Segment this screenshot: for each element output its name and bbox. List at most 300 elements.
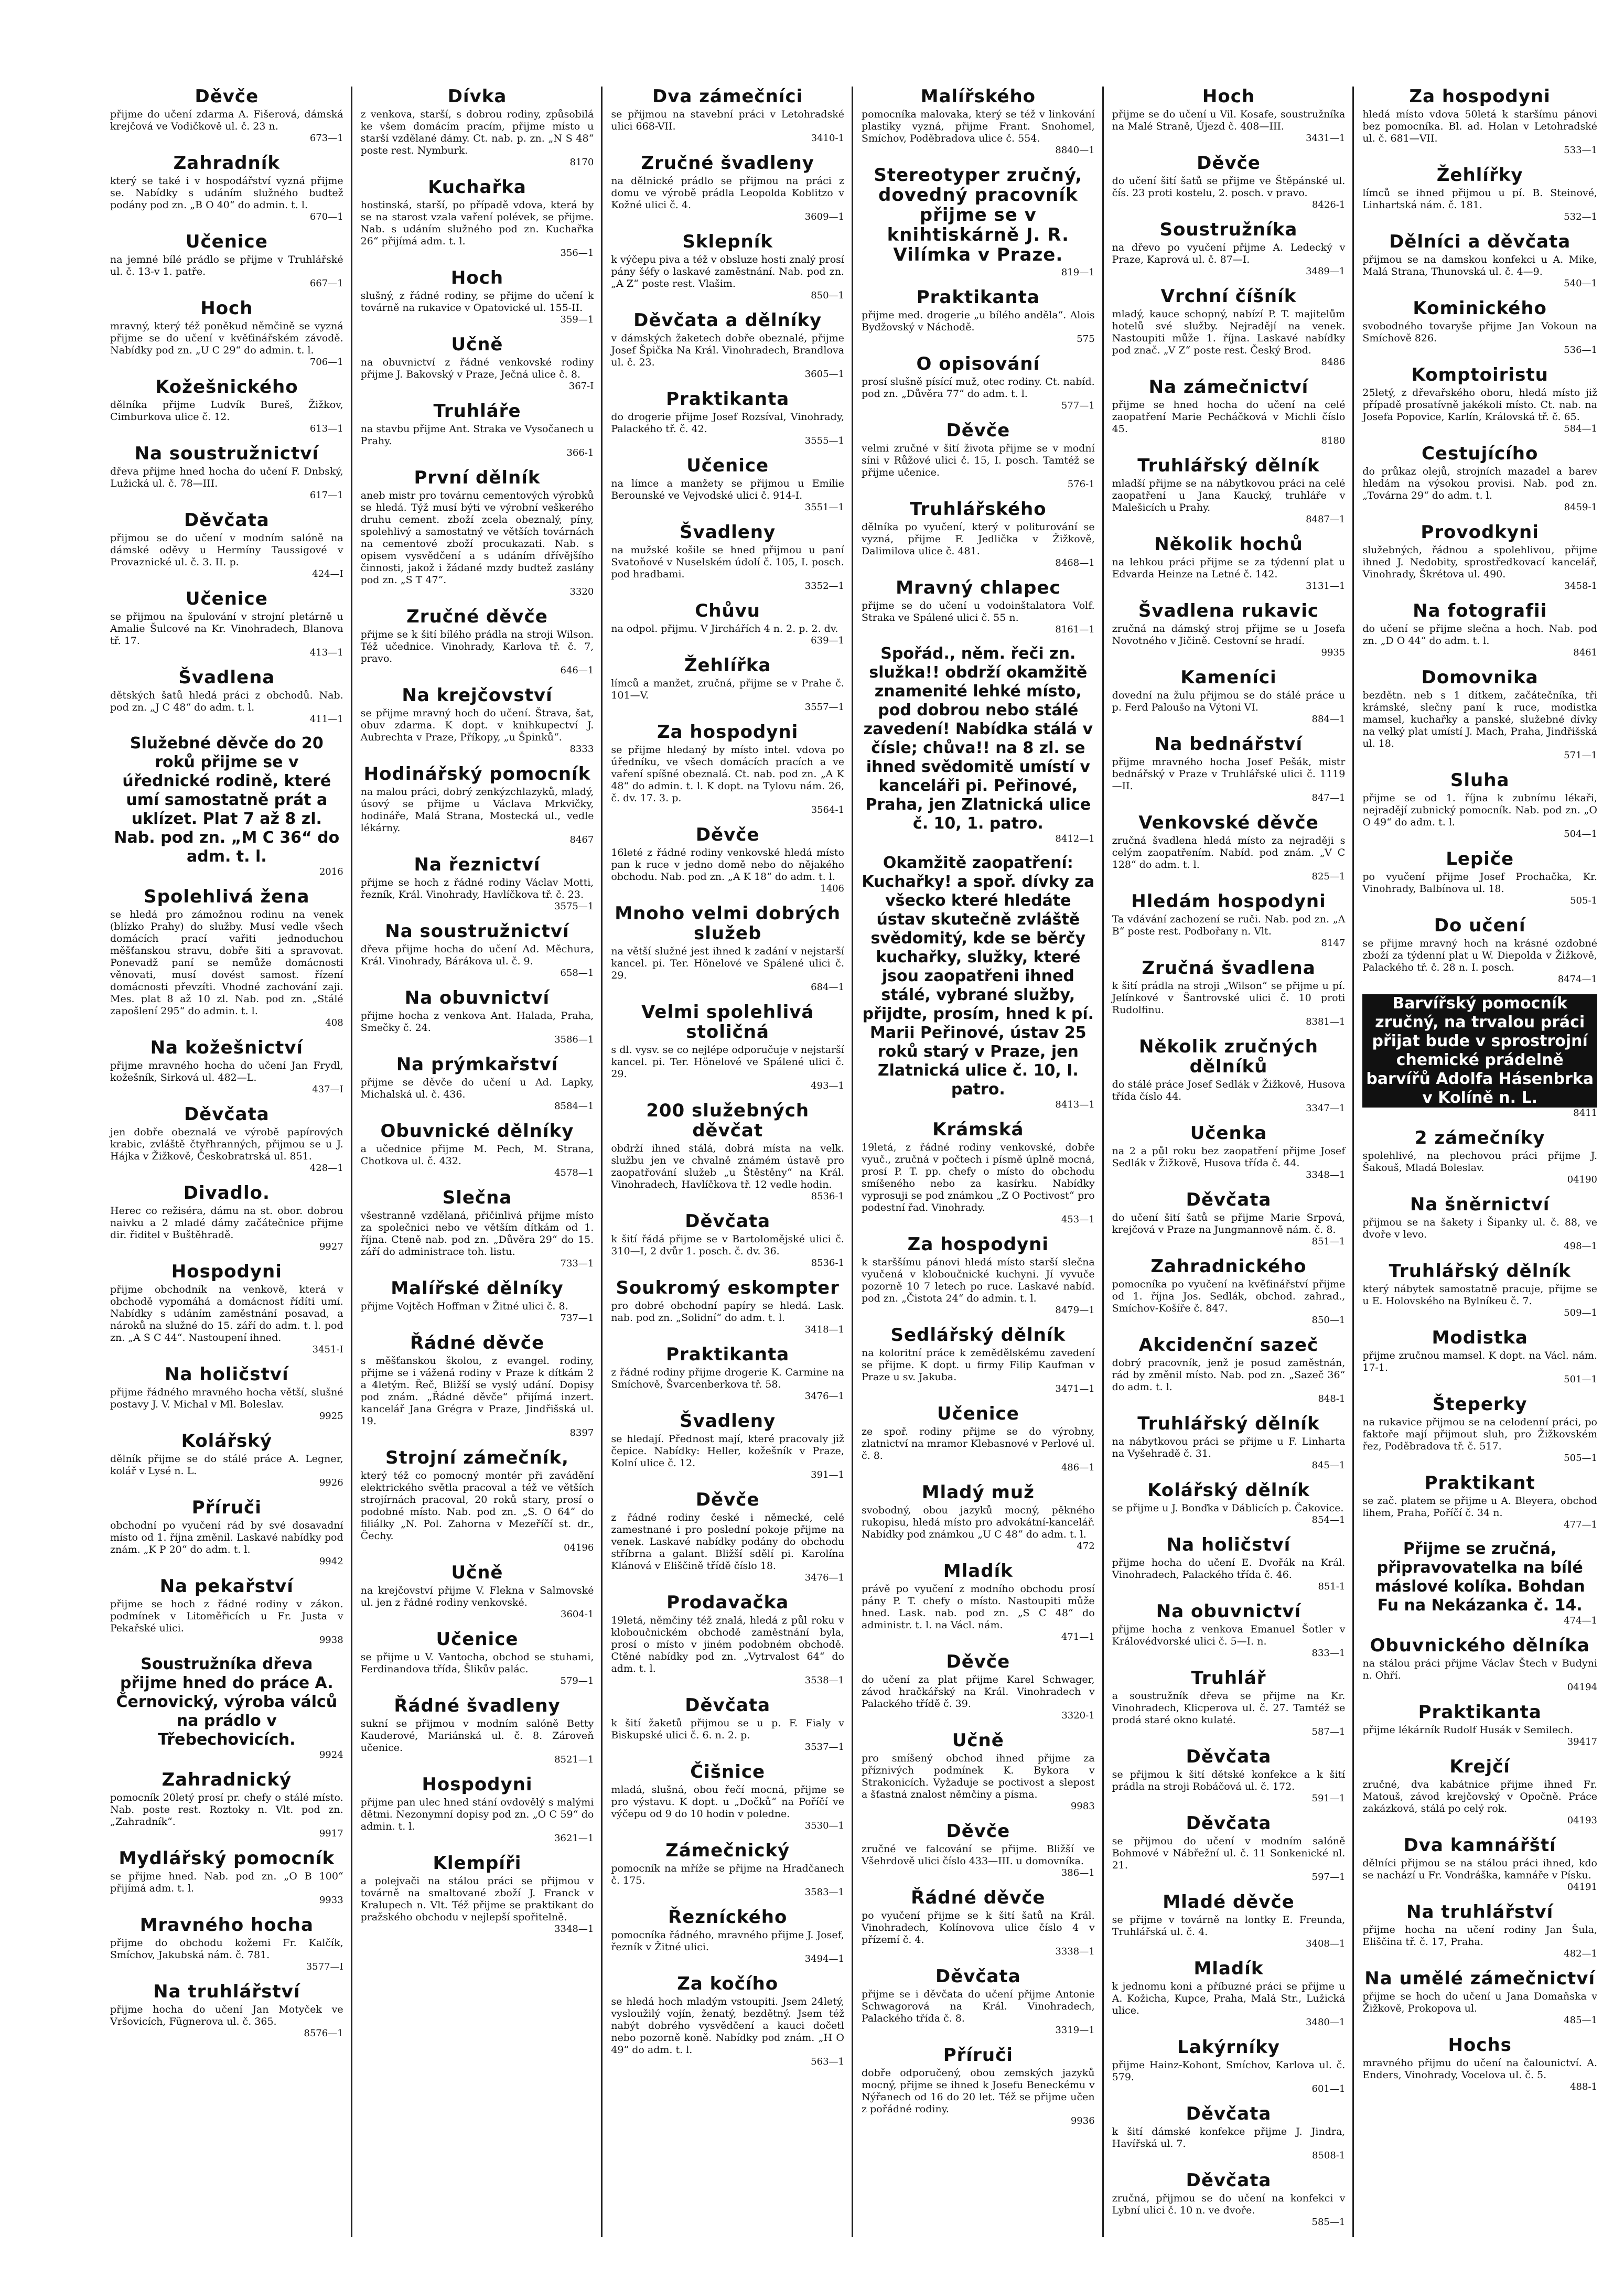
ad-text: k výčepu piva a též v obsluze hosti znalý prosí pány šéfy o laskavé zaměstnání. Nab. pod zn. „A Z“ poste rest. Vlašim. [611,254,844,289]
ad-title: Zahradnický [162,1769,292,1790]
ad-text: zručné ve falcování se přijme. Bližší ve Všehrdově ulici číslo 433—III. u domovníka. [861,1843,1095,1867]
classified-ad [611,87,844,144]
ad-text: přijme hocha z venkova Ant. Halada, Praha, Smečky č. 24. [360,1010,594,1034]
ad-title: Učenice [185,588,268,609]
ad-title: Učenka [1190,1123,1267,1144]
classified-ad [1362,1195,1597,1252]
ad-reference: 408 [325,1017,343,1028]
classified-ad [361,685,594,755]
ad-reference: 9938 [319,1635,343,1646]
ad-reference: 825—1 [1311,871,1346,882]
classified-ad [862,2045,1095,2126]
ad-title: Řádné švadleny [394,1695,561,1716]
classified-ad [110,1498,343,1567]
ad-title: Šteperky [1432,1394,1528,1415]
classified-ad [611,722,844,815]
ad-reference: 3319—1 [1055,2025,1095,2036]
classified-ad [1112,286,1346,368]
ad-text: hledá místo vdova 50letá k staršímu pánovi bez pomocníka. Bl. ad. Holan v Letohradské ul. č. 681—VII. [1362,109,1597,144]
ad-title: Na bednářství [1154,734,1303,755]
ad-title: Děvčata [184,510,270,531]
ad-title: Za hospodyni [1409,86,1551,107]
ad-title: Truhlářský dělník [1389,1261,1571,1282]
ad-title: Na zámečnictví [1148,377,1309,397]
classified-ad [611,904,844,993]
ad-reference: 8467 [569,834,594,845]
ad-title: Mladík [1193,1958,1264,1979]
ad-reference: 3408—1 [1306,1938,1346,1949]
classified-ad [110,1038,343,1095]
classified-ad [361,855,594,912]
classified-ad [611,1490,844,1583]
ad-title: Domovnika [1421,667,1539,688]
ad-title: Na pekařství [159,1576,294,1597]
classified-ad [110,444,343,501]
ad-text: zručná, přijmou se do učení na konfekci v Lybní ulici č. 10 n. ve dvoře. [1112,2193,1346,2216]
ad-text: se hledá pro zámožnou rodinu na venek (blízko Prahy) do služby. Musí vedle všech domácích prací vařiti jednoduchou měšťanskou stravu, dobře šiti a spravovat. Ponevadž paní se nemůže domácnosti věnovati, musí dovést samost. řízení domácnosti převzíti. Vhodné zachování zaji. Mes. plat 8 až 10 zl. Nab. pod zn. „Stálé zapošlení 295“ do admin. t. l. [110,909,343,1017]
ad-text: se přijmou na stavební práci v Letohradské ulici 668-VII. [611,109,844,132]
classified-ad [862,1482,1095,1552]
classified-ad [611,153,844,222]
ad-title: Kominického [1413,298,1547,319]
classified-ad [862,854,1095,1110]
classified-ad [862,578,1095,635]
ad-column [1107,87,1354,2237]
ad-reference: 585—1 [1311,2217,1346,2228]
ad-text: k jednomu koni a příbuzné práci se přijme u A. Kožicha, Kupce, Praha, Malá Str., Lužická ulice. [1112,1981,1346,2016]
ad-reference: 428—1 [309,1163,343,1174]
classified-ad [862,1404,1095,1473]
classified-ad [361,177,594,259]
ad-text: přijme se od 1. října k zubnímu lékaři, nejradějí zubnický pomocník. Nab. pod zn. „O O 49“ do adm. t. l. [1362,792,1597,828]
ad-text: přijme hocha do učení E. Dvořák na Král. Vinohradech, Palackého třída č. 46. [1112,1557,1346,1581]
ad-title: Zručná švadlena [1142,958,1316,979]
classified-ad [862,1966,1095,2036]
ad-title: Modistka [1432,1327,1528,1348]
ad-reference: 847—1 [1311,792,1346,803]
classified-ad [361,87,594,168]
ad-reference: 8161—1 [1055,624,1095,635]
ad-text: přijmou se do učení v modním salóně na dámské oděvy u Hermíny Taussigové v Provaznické ul. č. 3. II. p. [110,532,343,568]
ad-text: na stavbu přijme Ant. Straka ve Vysočanech u Prahy. [360,423,594,447]
ad-reference: 411—1 [309,714,343,725]
classified-ad [1362,1636,1597,1693]
classified-ad [361,1775,594,1844]
classified-ad [1112,1335,1346,1404]
classified-ad [361,921,594,979]
classified-ad [611,389,844,446]
ad-title: Děvčata [1186,1813,1272,1834]
ad-reference: 851-1 [1318,1581,1346,1592]
ad-reference: 575 [1077,334,1095,345]
classified-ad [361,468,594,597]
ad-title: Hochs [1448,2035,1512,2056]
ad-reference: 9924 [319,1749,343,1760]
ad-text: svobodný, obou jazyků mocný, pěkného rukopisu, hledá místo pro advokátní-kancelář. Nabídky pod známkou „U C 48“ do adm. t. l. [861,1504,1095,1540]
ad-text: k starššímu pánovi hledá místo starší slečna vyučená v kloboučnické kuchyni. Jí vyvuče pozorně 10 7 letech po ruce. Laskavé nabíd. pod zn. „Čistota 24“ do admin. t. l. [861,1256,1095,1304]
ad-title: Truhláře [433,401,521,422]
classified-ad [1362,601,1597,658]
ad-title: Dělníci a děvčata [1389,231,1571,252]
ad-text: a polejvači na stálou práci se přijmou v továrně na smaltované zboží J. Franck v Kralupech n. Vlt. Též přijme se praktikant do pražského obchodu v nejlepší spořitelně. [360,1875,594,1923]
classified-ad [110,1915,343,1972]
ad-text: všestranně vzdělaná, přičinlivá přijme místo za společnici nebo ve větším dítkám od 1. října. Cteně nab. pod zn. „Důvěra 29“ do 15. září do administrace toh. listu. [360,1210,594,1258]
ad-title: Mladý muž [921,1482,1035,1503]
ad-title: Praktikanta [1418,1702,1542,1723]
ad-text: přijmou se na šakety i Šipanky ul. č. 88, ve dvoře v levo. [1362,1217,1597,1240]
ad-title: Hospodyni [171,1261,282,1282]
classified-ad [1112,2104,1346,2161]
ad-title: Švadleny [680,522,776,543]
ad-text: s měšťanskou školou, z evangel. rodiny, přijme se i vážená rodiny v Praze k dítkám 2 a 4letým. Řeč, Bližší se vyslý udání. Dopisy pod znám. „Řádné děvče“ přijímá inzert. kancelář Jana Grégra v Praze, Jindřišská ul. 19. [360,1355,594,1427]
ad-text: se přijme hledaný by místo intel. vdova po úředníku, ve všech domácích pracích a ve vaření spíšné obeznalá. Ct. nab. pod zn. „A K 48“ do admin. t. l. K dopt. na Tylovu nám. 26, č. dv. 17. 3. p. [611,744,844,804]
classified-ad [361,1055,594,1112]
ad-reference: 3575—1 [554,901,594,912]
classified-ad [110,734,343,877]
ad-text: přijme se hoch do učení u Jana Domaňska v Žižkově, Prokopova ul. [1362,1991,1597,2014]
classified-ad [1112,1535,1346,1592]
ad-reference: 3557—1 [804,702,844,713]
ad-text: 19letá, z řádné rodiny venkovské, dobře vyuč., zručná v počtech i písmě úplně mocná, prosí P. T. pp. chefy o místo do obchodu smíšeného nebo za kasírku. Nabídky vyprosuji se pod známkou „Z O Poctivost“ pro podestní řad. Vinohrady. [861,1142,1095,1213]
ad-title: Lepiče [1446,848,1514,869]
classified-ad [611,655,844,713]
ad-text: se hledá hoch mladým vstoupiti. Jsem 24letý, vysloužilý vojín, ženatý, bezdětný. Jsem též nabýt dobrého vysvědčení a kauci dočetl nebo pozorně koně. Nabídky pod znám. „H O 49“ do adm. t. l. [611,1996,844,2056]
ad-reference: 601—1 [1311,2083,1346,2094]
ad-reference: 04194 [1567,1682,1597,1693]
classified-ad [862,1821,1095,1878]
ad-text: přijme hocha na učení rodiny Jan Šula, Eliščina tř. č. 17, Praha. [1362,1924,1597,1948]
ad-text: zručná švadlena hledá místo za nejraději s celým zaopatřením. Nabíd. pod znám. „V C 128“ do adm. t. l. [1112,835,1346,871]
classified-ad [110,1576,343,1646]
ad-title: Několik zručných dělníků [1139,1036,1318,1077]
ad-text: na límce a manžety se přijmou u Emilie Berounské ve Vejvodské ulici č. 914-I. [611,478,844,501]
classified-ad [1362,444,1597,513]
ad-text: na dělnické prádlo se přijmou na práci z domu ve výrobě prádla Leopolda Koblitzo v Kožné ulici č. 4. [611,175,844,211]
classified-ad [1112,1256,1346,1326]
ad-reference: 579—1 [560,1675,594,1686]
ad-title: Krámská [932,1119,1024,1140]
ad-title: Zahradnického [1150,1256,1307,1277]
ad-title: Příruči [943,2045,1013,2066]
ad-text: v dámských žaketech dobře obeznalé, přijme Josef Špička Na Král. Vinohradech, Brandlova ul. č. 23. [611,332,844,368]
classified-ad [862,644,1095,844]
ad-title: Dívka [447,86,507,107]
classified-ad [1362,1473,1597,1530]
ad-column [356,87,603,2237]
ad-title: Děvče [195,86,259,107]
ad-reference: 646—1 [560,665,594,676]
ad-text: prosí slušně písící muž, otec rodiny. Ct. nabíd. pod zn. „Důvěra 77“ do adm. t. l. [861,376,1095,400]
classified-ad [862,1652,1095,1721]
ad-title: Žehlířky [1436,165,1523,186]
classified-ad [611,1593,844,1686]
ad-title: Krejčí [1449,1756,1510,1777]
ad-reference: 613—1 [309,423,343,434]
ad-reference: 8521—1 [554,1754,594,1765]
ad-reference: 8147 [1321,938,1346,949]
classified-ad [361,988,594,1045]
ad-text: aneb mistr pro továrnu cementových výrobků se hledá. Týž musí býti ve výrobní veškerého druhu cement. zboží zcela obeznalý, píny, spolehlivý a samostatný ve větších továrnách na cementové zboží procukazati. Nab. s opisem vysvědčení a s udáním dřívějšího činnosti, jakož i žádané mzdy budtež zaslány pod zn. „S T 47“. [360,490,594,586]
classified-ad [862,165,1095,278]
classified-ad [862,499,1095,568]
ad-text: Služebné děvče do 20 roků přijme se v úřednické rodině, které umí samostatně prát a uklízet. Plat 7 až 8 zl. Nab. pod zn. „M C 36“ do adm. t. l. [114,734,340,866]
classified-ad [1362,232,1597,289]
ad-reference: 3604-1 [560,1609,594,1620]
ad-title: Lakýrníky [1177,2037,1280,2058]
ad-title: Děvčata [1186,2103,1272,2124]
ad-title: Truhlářský dělník [1137,1413,1320,1434]
ad-text: z venkova, starší, s dobrou rodiny, způsobilá ke všem domácím pracím, přijme místo u starší vzdělané dámy. Ct. nab. p. zn. „N S 48“ poste rest. Nymburk. [360,109,594,156]
classified-ad [611,1101,844,1202]
ad-reference: 3555—1 [804,435,844,446]
ad-reference: 453—1 [1061,1214,1095,1225]
ad-text: spolehlivé, na plechovou práci přijme J. Šakouš, Mladá Boleslav. [1362,1150,1597,1174]
ad-title: Prodavačka [666,1592,789,1613]
ad-reference: 3352—1 [804,581,844,592]
classified-ad [1112,1480,1346,1525]
ad-text: bezdětn. neb s 1 dítkem, začátečníka, tři krámské, slečny paní k ruce, modistka mamsel, kuchařky a panské, služebné dívky na velký plat umístí J. Mach, Praha, Jindřišská ul. 18. [1362,690,1597,749]
ad-reference: 540—1 [1564,278,1597,289]
ad-reference: 3489—1 [1306,266,1346,277]
ad-text: z řádné rodiny přijme drogerie K. Carmine na Smíchově, Švarcenberkova tř. 58. [611,1367,844,1390]
classified-ad [110,153,343,222]
ad-title: Příruči [191,1497,262,1518]
ad-reference: 737—1 [560,1313,594,1324]
ad-title: Obuvnické dělníky [380,1121,574,1142]
ad-title: Kožešnického [155,377,298,397]
ad-reference: 587—1 [1311,1726,1346,1737]
ad-reference: 3605—1 [804,369,844,380]
ad-reference: 9926 [319,1477,343,1488]
ad-reference: 04196 [564,1542,594,1553]
ad-text: Okamžitě zaopatření: Kuchařky! a spoř. dívky za všecko které hledáte ústav skutečně zvláště svědomitý, kde se běrčy kuchařky, služky, které jsou zaopatřeni ihned stálé, vybrané služby, přijdte, prosím, hned k pí. Marii Peřinové, ústav 25 roků starý v Praze, jen Zlatnická ulice č. 10, I. patro. [862,854,1095,1099]
ad-title: Akcidenční sazeč [1138,1335,1319,1356]
ad-text: se přijmou k šití dětské konfekce a k šití prádla na stroji Robáčová ul. č. 172. [1112,1769,1346,1792]
ad-text: dřeva přijme hocha do učení Ad. Měchura, Král. Vinohrady, Bárákova ul. č. 9. [360,943,594,967]
classified-ad [611,1762,844,1831]
ad-reference: 3476—1 [804,1572,844,1583]
ad-reference: 474—1 [1564,1615,1597,1626]
ad-text: přijme řádného mravného hocha větší, slušné postavy J. V. Michal v Ml. Boleslav. [110,1387,343,1410]
ad-text: slušný, z řádné rodiny, se přijme do učení k továrně na rukavice v Opatovické ul. 155-II. [360,290,594,314]
classified-ad [611,310,844,380]
ad-reference: 658—1 [560,968,594,979]
ad-text: Barvířský pomocník zručný, na trvalou práci přijat bude v sprostrojní chemické prádelně barvířů Adolfa Hásenbrka v Kolíně n. L. [1362,994,1597,1108]
ad-title: Zručné švadleny [641,153,814,174]
classified-ad [611,456,844,513]
ad-title: Na řeznictví [414,854,541,875]
ad-title: Na holičství [1166,1534,1291,1555]
ad-text: se přijme mravný hoch na krásné ozdobné zboží za týdenní plat u W. Diepolda v Žižkově, Palackého tř. č. 28 n. I. posch. [1362,938,1597,973]
ad-title: Děvčata [184,1104,270,1125]
ad-reference: 8333 [569,744,594,755]
ad-reference: 8508-1 [1311,2150,1346,2161]
ad-text: přijme hocha z venkova Emanuel Šotler v Královédvorské ulici č. 5—I. n. [1112,1624,1346,1647]
ad-text: se hledají. Přednost mají, které pracovaly již čepice. Nabídky: Heller, kožešník v Praze, Kolní ulice č. 12. [611,1433,844,1469]
ad-title: Na kožešnictví [150,1037,304,1058]
ad-text: na jemné bílé prádlo se přijme v Truhlářské ul. č. 13-v 1. patře. [110,254,343,277]
ad-title: Sklepník [682,231,773,252]
ad-text: přijme zručnou mamsel. K dopt. na Václ. nám. 17-1. [1362,1350,1597,1373]
ad-text: přijme se do učení u vodoinštalatora Volf. Straka ve Spálené ulici č. 55 n. [861,600,1095,624]
ad-text: na dřevo po vyučení přijme A. Ledecký v Praze, Kaprová ul. č. 87—I. [1112,242,1346,265]
ad-text: do učení šití šatů se přijme Marie Srpová, krejčová v Praze na Jungmannově nám. č. 8. [1112,1212,1346,1235]
ad-text: dětských šatů hledá práci z obchodů. Nab. pod zn. „J C 48“ do adm. t. l. [110,690,343,713]
ad-text: Soustružníka dřeva přijme hned do práce A. Černovický, výroba válců na prádlo v Třebechovicích. [116,1655,338,1749]
ad-reference: 3494—1 [804,1953,844,1964]
classified-ad [611,1411,844,1480]
ad-text: sukní se přijmou v modním salóně Betty Kauderové, Mariánská ul. č. 8. Zároveň učenice. [360,1718,594,1754]
ad-title: Několik hochů [1154,534,1303,555]
ad-reference: 532—1 [1564,211,1597,222]
ad-reference: 3586—1 [554,1034,594,1045]
ad-text: přijme med. drogerie „u bílého anděla“. Alois Bydžovský v Náchodě. [861,309,1095,333]
ad-title: Sluha [1450,770,1510,791]
ad-reference: 424—I [312,568,343,579]
ad-reference: 8584—1 [554,1101,594,1112]
classified-ad [1112,87,1346,144]
classified-ad [1362,1702,1597,1747]
ad-text: přijme obchodník na venkově, která v obchodě vypomáhá a domácnost řídíti umí. Nabídky s udáním zaměstnání posavad, a nároků na služné do 15. září do adm. t. l. pod zn. „A S C 44“. Nastoupení ihned. [110,1284,343,1344]
ad-text: zručné, dva kabátnice přijme ihned Fr. Matouš, závod krejčovský v Opočně. Práce zakázková, stálá po celý rok. [1362,1779,1597,1814]
classified-ad [361,1853,594,1935]
classified-ad [862,421,1095,490]
ad-reference: 498—1 [1564,1241,1597,1252]
ad-reference: 3451-I [312,1344,343,1355]
ad-title: Chůvu [695,600,761,621]
ad-text: na koloritní práce k zemědělskému zavedení se přijme. K dopt. u firmy Filip Kaufman v Praze u sv. Jakuba. [861,1347,1095,1383]
classified-ad [1112,1668,1346,1737]
ad-reference: 391—1 [811,1469,844,1480]
ad-reference: 670—1 [309,211,343,222]
ad-title: Na krejčovství [402,685,553,706]
ad-title: 200 služebných děvčat [646,1100,810,1141]
classified-ad [1362,1394,1597,1464]
ad-title: Malířské dělníky [391,1278,564,1299]
ad-reference: 8479—1 [1055,1305,1095,1316]
ad-text: zručná na dámský stroj přijme se u Josefa Novotného v Jičině. Cestovní se hradí. [1112,623,1346,647]
ad-title: Praktikanta [916,287,1040,308]
ad-text: se přijmou do učení v modním salóně Bohmové v Nábřežní ul. č. 11 Sonkenické nl. 21. [1112,1835,1346,1871]
ad-title: Na šněrnictví [1410,1194,1550,1215]
ad-title: Praktikanta [666,389,790,410]
ad-text: mladší přijme se na nábytkovou práci na celé zaopatření u Jana Kaucký, truhláře v Malešicích u Prahy. [1112,478,1346,513]
ad-reference: 413—1 [309,647,343,658]
classified-ad [1112,1414,1346,1471]
ad-reference: 04190 [1567,1174,1597,1185]
ad-text: se zač. platem se přijme u A. Bleyera, obchod lihem, Praha, Poříčí č. 34 n. [1362,1495,1597,1519]
ad-reference: 591—1 [1311,1793,1346,1804]
classified-ad [1362,849,1597,906]
ad-text: límců a manžet, zručná, přijme se v Prahe č. 101—V. [611,678,844,701]
classified-ad [1362,522,1597,592]
ad-text: na obuvnictví z řádné venkovské rodiny přijme J. Bakovský v Praze, Ječná ulice č. 8. [360,357,594,380]
ad-text: se přijmou na špulování v strojní pletárně u Amalie Šulcové na Kr. Vinohradech, Blanova tř. 17. [110,611,343,647]
ad-text: s dl. vysv. se co nejlépe odporučuje v nejstarší kancel. pi. Ter. Hönelové ve Spálené ulici č. 29. [611,1044,844,1080]
ad-text: do učení se přijme slečna a hoch. Nab. pod zn. „D O 44“ do adm. t. l. [1362,623,1597,647]
ad-reference: 9917 [319,1828,343,1839]
classified-ad [611,1002,844,1091]
classified-ad [611,522,844,592]
ad-reference: 8486 [1321,357,1346,368]
ad-text: přijmou se na damskou konfekci u A. Mike, Malá Strana, Thunovská ul. č. 4—9. [1362,254,1597,277]
ad-title: Učenice [937,1403,1019,1424]
ad-text: svobodného tovaryše přijme Jan Vokoun na Smíchově 826. [1362,320,1597,344]
ad-reference: 8381—1 [1306,1016,1346,1027]
ad-text: velmi zručné v šití života přijme se v modní síni v Růžové ulici č. 15, I. posch. Tamtéž se přijme učenice. [861,443,1095,478]
ad-column [606,87,853,2237]
ad-title: Děvčata [1186,1746,1272,1767]
classified-ad [1112,220,1346,277]
ad-reference: 4578—1 [554,1167,594,1178]
ad-title: Na truhlářství [153,1981,300,2002]
ad-text: na lehkou práci přijme se za týdenní plat u Edvarda Heinze na Letné č. 142. [1112,556,1346,580]
ad-text: přijme Vojtěch Hoffman v Žitné ulici č. 8. [360,1301,568,1312]
classified-ad [1112,601,1346,658]
ad-reference: 485—1 [1564,2015,1597,2026]
classified-ad [1112,1813,1346,1883]
ad-title: Čišnice [690,1761,766,1782]
ad-text: pomocníka malovaka, který se též v linkování plastiky vyzná, přijme Frant. Snohomel, Smíchov, Poděbradova ulice č. 554. [861,109,1095,144]
ad-reference: 884—1 [1311,714,1346,725]
ad-reference: 471—1 [1061,1631,1095,1642]
ad-reference: 9925 [319,1411,343,1422]
classified-ad [1112,1123,1346,1180]
ad-title: Učenice [185,231,268,252]
classified-ad [1112,734,1346,803]
ad-reference: 1406 [820,883,844,894]
ad-column [1357,87,1605,2237]
ad-title: Zručné děvče [406,606,548,627]
ad-reference: 386—1 [1061,1867,1095,1878]
ad-title: Za hospodyni [907,1234,1049,1255]
ad-title: Dva zámečníci [652,86,803,107]
ad-title: Na obuvnictví [404,987,550,1008]
classified-ad [361,1278,594,1324]
ad-text: přijme hocha do učení Jan Motyček ve Vršovicích, Fügnerova ul. č. 365. [110,2004,343,2027]
classified-ad [862,1888,1095,1957]
ad-column [105,87,352,2237]
ad-reference: 571—1 [1564,750,1597,761]
classified-ad [862,1561,1095,1642]
ad-title: Na obuvnictví [1156,1601,1302,1622]
ad-title: Kameníci [1180,667,1277,688]
ad-title: Řádné děvče [911,1887,1046,1908]
ad-reference: 8468—1 [1055,557,1095,568]
classified-ad [1112,891,1346,949]
ad-reference: 850—1 [1311,1315,1346,1326]
ad-text: přijme se do učení u Vil. Kosafe, soustružníka na Malé Straně, Újezd č. 408—III. [1112,109,1346,132]
ad-text: Herec co režiséra, dámu na st. obor. dobrou naivku a 2 mladé dámy začátečnice přijme dir. řiditel v Buštěhradě. [110,1205,343,1241]
classified-ad [1112,1747,1346,1804]
ad-text: mladá, slušná, obou řečí mocná, přijme se pro výstavu. K dopt. u „Dočků“ na Poříčí ve výčepu od 9 do 10 hodin v poledne. [611,1784,844,1820]
ad-title: Děvčata [1186,2170,1272,2191]
classified-ad [1362,1261,1597,1318]
ad-text: jen dobře obeznalá ve výrobě papírových krabic, zvláště čtyřhranných, přijmou se u J. Hájka v Žižkově, Českobratrská ul. 851. [110,1126,343,1162]
ad-text: do učení za plat přijme Karel Schwager, závod hračkářský na Král. Vinohradech v Palackého třídě č. 39. [861,1674,1095,1710]
ad-text: přijme mravného hocha Josef Pešák, mistr bednářský v Praze v Truhlářské ulici č. 1119—II. [1112,756,1346,792]
classified-ad [1362,2035,1597,2092]
ad-title: Hoch [450,267,504,288]
ad-text: který též co pomocný montér při zavádění elektrického světla pracoval a též ve větších strojírnách pracoval, 20 roků stary, prosí o podobné místo. Nab. pod zn. „S. O 64“ do filiálky „N. Pol. Zahorna v Mezeříčí st. dr., Čechy. [360,1470,594,1542]
ad-reference: 437—I [312,1084,343,1095]
classified-ad [1362,365,1597,434]
ad-reference: 9927 [319,1241,343,1252]
ad-title: Vrchní číšník [1160,286,1297,307]
ad-text: dřeva přijme hned hocha do učení F. Dnbský, Lužická ul. č. 78—III. [110,466,343,489]
classified-ad [361,401,594,458]
classified-ad [1362,1128,1597,1185]
